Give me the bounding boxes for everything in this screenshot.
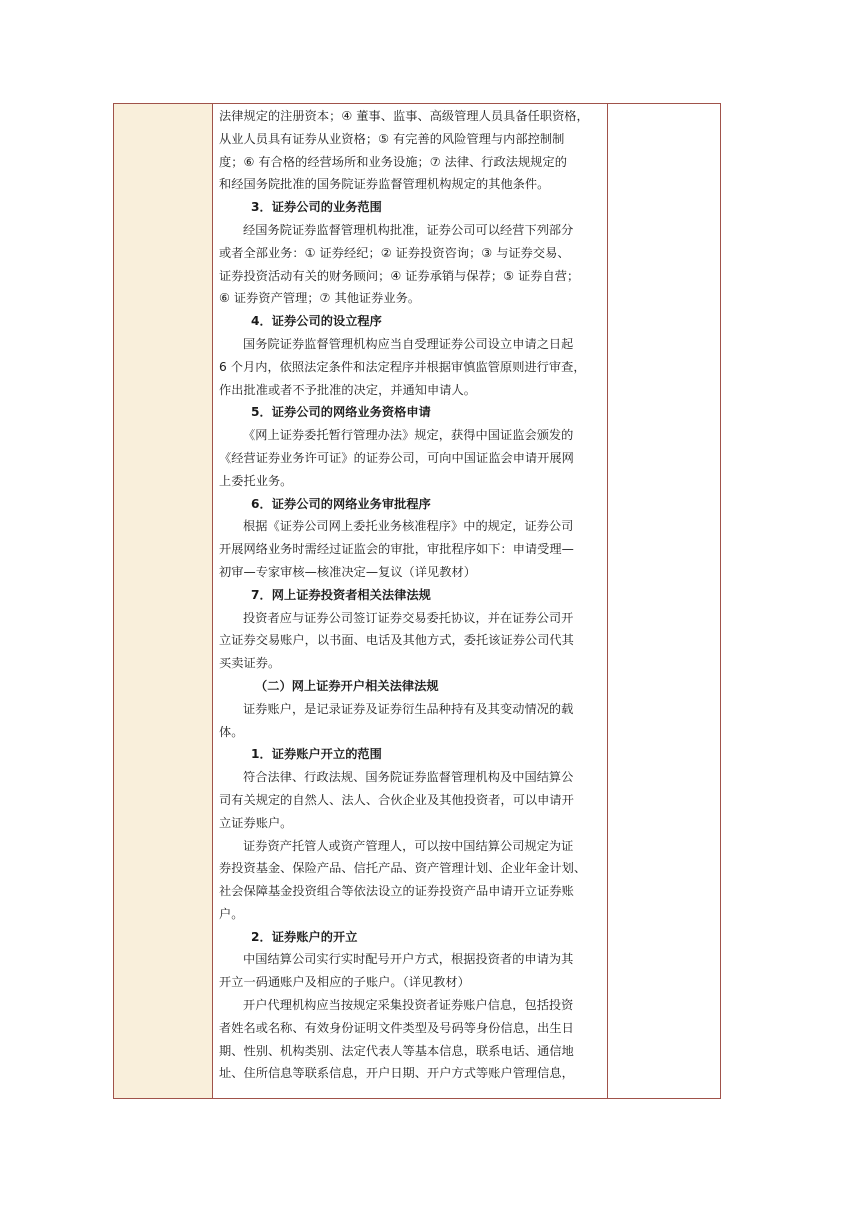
section-heading: （二）网上证券开户相关法律法规 xyxy=(255,678,439,693)
text-line: 证券资产托管人或资产管理人，可以按中国结算公司规定为证 xyxy=(243,838,574,853)
text-line: 国务院证券监督管理机构应当自受理证券公司设立申请之日起 xyxy=(243,336,574,351)
text-line: 经国务院证券监督管理机构批准，证券公司可以经营下列部分 xyxy=(243,222,574,237)
table-text-column xyxy=(213,104,608,1098)
text-line: 证券投资活动有关的财务顾问；④ 证券承销与保荐；⑤ 证券自营； xyxy=(219,268,580,283)
text-line: 投资者应与证券公司签订证券交易委托协议，并在证券公司开 xyxy=(243,610,574,625)
text-line: 上委托业务。 xyxy=(219,473,293,488)
text-line: 从业人员具有证券从业资格；⑤ 有完善的风险管理与内部控制制 xyxy=(219,131,565,146)
text-line: 开户代理机构应当按规定采集投资者证券账户信息，包括投资 xyxy=(243,998,574,1013)
text-line: 根据《证券公司网上委托业务核准程序》中的规定，证券公司 xyxy=(243,519,574,534)
text-line: 《网上证券委托暂行管理办法》规定，获得中国证监会颁发的 xyxy=(243,428,574,443)
text-line: 户。 xyxy=(219,906,244,921)
content-table xyxy=(113,103,721,1099)
text-line: 法律规定的注册资本；④ 董事、监事、高级管理人员具备任职资格， xyxy=(219,109,589,123)
text-line: 买卖证券。 xyxy=(219,656,281,671)
table-left-column xyxy=(114,104,213,1098)
text-line: 初审—专家审核—核准决定—复议（详见教材） xyxy=(219,564,476,579)
text-line: 址、住所信息等联系信息，开户日期、开户方式等账户管理信息， xyxy=(219,1066,574,1081)
text-line: 立证券交易账户，以书面、电话及其他方式，委托该证券公司代其 xyxy=(219,633,574,648)
text-line: 《经营证券业务许可证》的证券公司，可向中国证监会申请开展网 xyxy=(219,450,574,465)
text-line: 作出批准或者不予批准的决定，并通知申请人。 xyxy=(219,382,476,397)
text-line: 体。 xyxy=(219,724,244,739)
table-right-column xyxy=(608,104,720,1098)
text-line: 券投资基金、保险产品、信托产品、资产管理计划、企业年金计划、 xyxy=(219,861,587,876)
section-heading: 3．证券公司的业务范围 xyxy=(251,200,382,215)
section-heading: 1．证券账户开立的范围 xyxy=(251,747,382,762)
text-line: 司有关规定的自然人、法人、合伙企业及其他投资者，可以申请开 xyxy=(219,792,574,807)
text-line: 社会保障基金投资组合等依法设立的证券投资产品申请开立证券账 xyxy=(219,884,574,899)
section-heading: 6．证券公司的网络业务审批程序 xyxy=(251,496,431,511)
text-line: 开展网络业务时需经过证监会的审批，审批程序如下：申请受理— xyxy=(219,542,574,557)
text-line: 度；⑥ 有合格的经营场所和业务设施；⑦ 法律、行政法规规定的 xyxy=(219,154,567,169)
section-heading: 7．网上证券投资者相关法律法规 xyxy=(251,587,431,602)
text-line: 立证券账户。 xyxy=(219,815,293,830)
text-line: 中国结算公司实行实时配号开户方式，根据投资者的申请为其 xyxy=(243,952,574,967)
text-line: 符合法律、行政法规、国务院证券监督管理机构及中国结算公 xyxy=(243,770,574,785)
section-heading: 4．证券公司的设立程序 xyxy=(251,314,382,329)
text-line: 证券账户，是记录证券及证券衍生品种持有及其变动情况的载 xyxy=(243,701,574,716)
text-line: 和经国务院批准的国务院证券监督管理机构规定的其他条件。 xyxy=(219,177,550,192)
text-line: 期、性别、机构类别、法定代表人等基本信息，联系电话、通信地 xyxy=(219,1043,574,1058)
text-line: 者姓名或名称、有效身份证明文件类型及号码等身份信息，出生日 xyxy=(219,1020,574,1035)
text-line: 6 个月内，依照法定条件和法定程序并根据审慎监管原则进行审查， xyxy=(219,359,586,374)
text-line: 或者全部业务：① 证券经纪；② 证券投资咨询；③ 与证券交易、 xyxy=(219,245,570,260)
section-heading: 5．证券公司的网络业务资格申请 xyxy=(251,405,431,420)
text-line: ⑥ 证券资产管理；⑦ 其他证券业务。 xyxy=(219,291,421,306)
section-heading: 2．证券账户的开立 xyxy=(251,929,358,944)
text-line: 开立一码通账户及相应的子账户。（详见教材） xyxy=(219,975,470,990)
